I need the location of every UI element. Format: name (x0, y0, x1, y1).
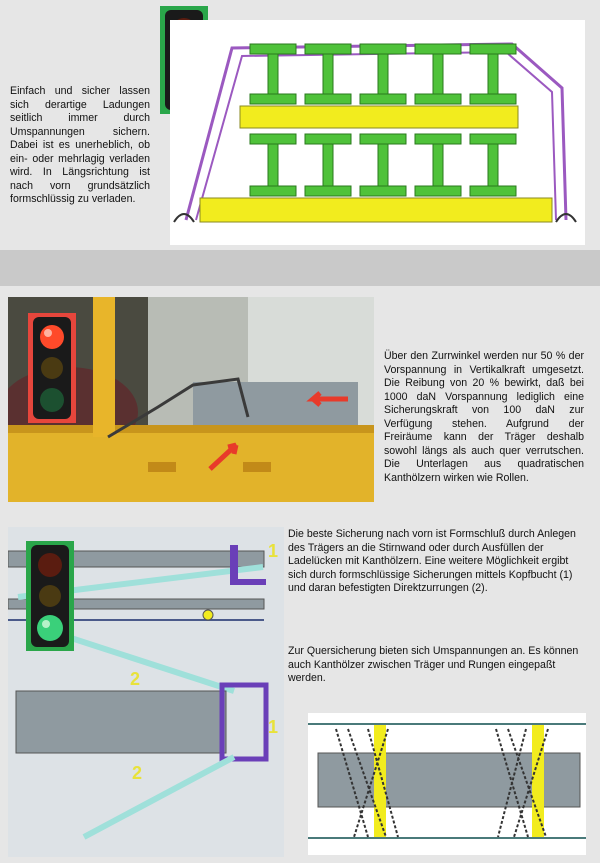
beam-plan-view (16, 691, 226, 753)
section3-text-a: Die beste Sicherung nach vorn ist Formschluß durch Anlegen des Trägers an die Stirnwand oder durch Ausfüllen der Ladelücken mit Kanthölzern. Eine weitere Möglichkeit ergibt sich durch formschlüssige Sicherungen mittels Kopfbucht (1) und daran befestigten Direktzurrungen (2). (288, 528, 576, 594)
steel-beam (193, 382, 358, 427)
bottom-dunnage (200, 198, 552, 222)
multilayer-beams-diagram (170, 20, 585, 245)
middle-dunnage (240, 106, 518, 128)
traffic-light-red-icon (28, 313, 76, 423)
lashing-point-icon (203, 610, 213, 620)
label-2-bottom: 2 (132, 763, 143, 783)
section1-text: Einfach und sicher lassen sich derartige Ladungen seitlich immer durch Umspannungen sichern. Dabei ist es unerheblich, ob ein- oder mehrlagig verladen wird. In Längsrichtung ist nach vorn grundsätzlich formschlüssig zu verladen. (10, 85, 150, 205)
label-1-top: 1 (268, 541, 279, 561)
cross-lashing-diagram (308, 713, 586, 855)
traffic-light-green-icon-2 (26, 541, 74, 651)
label-2-top: 2 (130, 669, 141, 689)
label-1-bottom: 1 (268, 717, 279, 737)
section2-text: Über den Zurrwinkel werden nur 50 % der Vorspannung in Vertikalkraft umgesetzt. Die Reibung von 20 % bewirkt, daß bei 1000 daN Vorspannung lediglich eine Sicherungskraft von 100 daN zur Verfügung stehen. Aufgrund der Freiräume kann der Träger deshalb sowohl längs als auch quer verrutschen. Die Unterlagen aus quadratischen Kanthölzern wirken wie Rollen. (384, 350, 584, 484)
section3-text-b: Zur Quersicherung bieten sich Umspannungen an. Es können auch Kanthölzer zwischen Träger und Rungen eingepaßt werden. (288, 645, 579, 684)
stanchion-wedge-right (532, 725, 544, 837)
truck-bed (8, 425, 374, 502)
